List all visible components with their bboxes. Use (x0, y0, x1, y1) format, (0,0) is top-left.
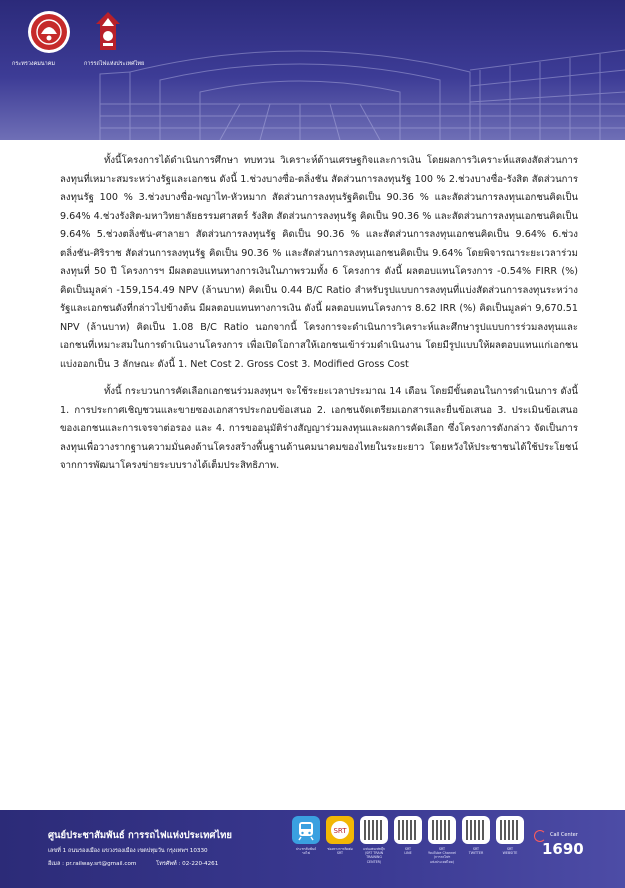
line-qr-icon (394, 816, 422, 844)
paragraph-financial-analysis: ทั้งนี้โครงการได้ดำเนินการศึกษา ทบทวน วิเคราะห์ด้านเศรษฐกิจและการเงิน โดยผลการวิเคราะห์แสดงสัดส่วนการลงทุนที่เหมาะสมระหว่างรัฐและเอกชน ดังนี้ 1.ช่วงบางซื่อ-ตลิ่งชัน สัดส่วนการลงทุนรัฐ 100 % 2.ช่วงบางซื่อ-รังสิต สัดส่วนการลงทุนรัฐ 100 % 3.ช่วงบางซื่อ-พญาไท-หัวหมาก สัดส่วนการลงทุนรัฐคิดเป็น 90.36 % และสัดส่วนการลงทุนเอกชนคิดเป็น 9.64% 4.ช่วงรังสิต-มหาวิทยาลัยธรรมศาสตร์ รังสิต สัดส่วนการลงทุนรัฐ คิดเป็น 90.36 % และสัดส่วนการลงทุนเอกชนคิดเป็น 9.64% 5.ช่วงตลิ่งชัน-ศาลายา สัดส่วนการลงทุนรัฐ คิดเป็น 90.36 % และสัดส่วนการลงทุนเอกชนคิดเป็น 9.64% 6.ช่วงตลิ่งชัน-ศิริราช สัดส่วนการลงทุนรัฐ คิดเป็น 90.36 % และสัดส่วนการลงทุนเอกชนคิดเป็น 9.64% โดยพิจารณาระยะเวลาร่วมลงทุนที่ 50 ปี โครงการฯ มีผลตอบแทนทางการเงินในภาพรวมทั้ง 6 โครงการ ดังนี้ ผลตอบแทนโครงการ -0.54% FIRR (%) คิดเป็นมูลค่า -159,154.49 NPV (ล้านบาท) คิดเป็น 0.44 B/C Ratio สำหรับรูปแบบการลงทุนที่แบ่งสัดส่วนการลงทุนระหว่างรัฐและเอกชนดังที่กล่าวไปข้างต้น มีผลตอบแทนทางการเงิน ดังนี้ ผลตอบแทนโครงการ 8.62 IRR (%) คิดเป็นมูลค่า 9,670.51 NPV (ล้านบาท) คิดเป็น 1.08 B/C Ratio นอกจากนี้ โครงการจะดำเนินการวิเคราะห์และศึกษารูปแบบการร่วมลงทุนและเอกชนที่เหมาะสมในการดำเนินงานโครงการ เพื่อเปิดโอกาสให้เอกชนเข้าร่วมดำเนินงาน โดยมีรูปแบบให้ผลตอบแทนแก่เอกชนแบ่งออกเป็น 3 ลักษณะ ดังนี้ 1. Net Cost 2. Gross Cost 3. Modified Gross Cost (60, 155, 578, 370)
channel-caption: SRT TWITTER (468, 847, 484, 856)
channel-caption: ช่องทางการติดต่อ SRT (327, 847, 353, 856)
paragraph-selection-process: ทั้งนี้ กระบวนการคัดเลือกเอกชนร่วมลงทุนฯ จะใช้ระยะเวลาประมาณ 14 เดือน โดยมีขั้นตอนในการดำเนินการ ดังนี้ 1. การประกาศเชิญชวนและขายซองเอกสารประกอบข้อเสนอ 2. เอกชนจัดเตรียมเอกสารและยื่นข้อเสนอ 3. ประเมินข้อเสนอของเอกชนและการเจรจาต่อรอง และ 4. การขออนุมัติร่างสัญญาร่วมลงทุนและผลการคัดเลือก ซึ่งโครงการดังกล่าว จัดเป็นการลงทุนเพื่อวางรากฐานความมั่นคงด้านโครงสร้างพื้นฐานด้านคมนาคมของไทยในระยะยาว โดยหวังให้ประชาชนได้ใช้ประโยชน์จากการพัฒนาโครงข่ายระบบรางได้เต็มประสิทธิภาพ. (60, 386, 578, 471)
footer-contact (48, 860, 236, 868)
ministry-of-transport-logo (27, 10, 71, 54)
channel-caption: SRT YouTube Channel (การรถไฟฯ แห่งประเทศไทย) (428, 847, 456, 864)
footer-email[interactable]: อีเมล : pr.railway.srt@gmail.com (48, 861, 137, 867)
footer-title: ศูนย์ประชาสัมพันธ์ การรถไฟแห่งประเทศไทย (48, 830, 232, 841)
channel-website[interactable] (496, 816, 524, 855)
channel-caption: SRT WEBSITE (502, 847, 518, 856)
channel-youtube[interactable] (428, 816, 456, 864)
footer-phone[interactable]: โทรศัพท์ : 02-220-4261 (156, 861, 219, 867)
twitter-qr-icon (462, 816, 490, 844)
srt-logo (86, 10, 130, 54)
channel-twitter[interactable] (462, 816, 490, 855)
article-body (60, 152, 578, 485)
channel-caption: ประชาสัมพันธ์รถไฟ (295, 847, 317, 856)
srt-caption: การรถไฟแห่งประเทศไทย (84, 61, 145, 67)
svg-text:SRT: SRT (333, 827, 347, 835)
page-footer (0, 810, 625, 888)
youtube-qr-icon (428, 816, 456, 844)
website-qr-icon (496, 816, 524, 844)
footer-address: เลขที่ 1 ถนนรองเมือง แขวงรองเมือง เขตปทุมวัน กรุงเทพฯ 10330 (48, 848, 208, 854)
channel-srt-contact[interactable] (326, 816, 354, 855)
ministry-caption: กระทรวงคมนาคม (12, 61, 56, 67)
channel-facebook[interactable] (360, 816, 388, 864)
facebook-qr-icon (360, 816, 388, 844)
channel-pr-train[interactable] (292, 816, 320, 855)
call-center-number: 1690 (542, 840, 584, 858)
channel-caption: SRT LINE (404, 847, 412, 856)
page-header (0, 0, 625, 140)
call-center-label: Call Center (550, 832, 578, 838)
train-icon (292, 816, 320, 844)
srt-contact-icon (326, 816, 354, 844)
channel-line[interactable] (394, 816, 422, 855)
channel-caption: แฟนเพจเฟซบุ๊ก (SRT TRAIN TRAINING CENTER) (363, 847, 385, 864)
